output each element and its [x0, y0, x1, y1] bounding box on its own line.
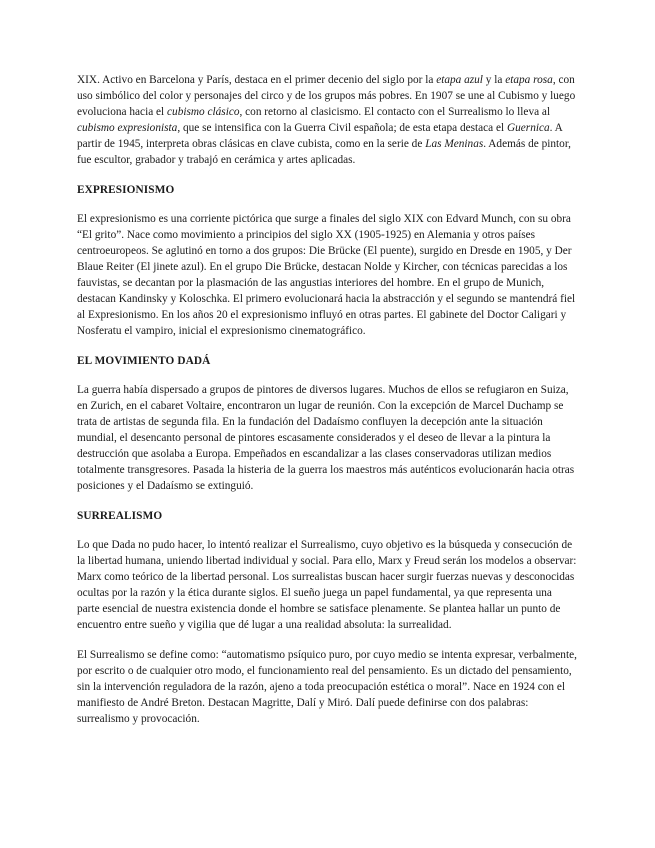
intro-italic-term: etapa rosa: [505, 74, 553, 86]
paragraph-dada: La guerra había dispersado a grupos de pintores de diversos lugares. Muchos de ellos se refugiaron en Suiza, en Zurich, en el cabaret Voltaire, encontraron un lugar de reunión. Con la excepción de Marcel Duchamp se trata de artistas de segunda fila. En la fundación del Dadaísmo confluyen la decepción ante la situación mundial, el desencanto personal de pintores escasamente considerados y el deseo de llevar a la pintura la destrucción que asolaba a Europa. Empeñados en escandalizar a las clases conservadoras utilizan medios totalmente transgresores. Pasada la histeria de la guerra los maestros más auténticos evolucionarán hacia otras posiciones y el Dadaísmo se extinguió.: [77, 384, 575, 492]
intro-italic-term: etapa azul: [436, 74, 483, 86]
document-body: [77, 72, 577, 741]
section-heading-surrealismo: SURREALISMO: [77, 510, 163, 522]
paragraph-expresionismo: El expresionismo es una corriente pictórica que surge a finales del siglo XIX con Edvard Munch, con su obra “El grito”. Nace como movimiento a principios del siglo XX (1905-1925) en Alemania y otros países centroeuropeos. Se aglutinó en torno a dos grupos: Die Brücke (El puente), surgido en Dresde en 1905, y Der Blaue Reiter (El jinete azul). En el grupo Die Brücke, destacan Nolde y Kircher, con técnicas parecidas a los fauvistas, se decantan por la plasmación de las angustias interiores del hombre. En el grupo de Munich, destacan Kandinsky y Koloschka. El primero evolucionará hacia la abstracción y el segundo se mantendrá fiel al Expresionismo. En los años 20 el expresionismo influyó en otras partes. El gabinete del Doctor Caligari y Nosferatu el vampiro, inicial el expresionismo cinematográfico.: [77, 213, 576, 337]
section-heading-dada: EL MOVIMIENTO DADÁ: [77, 355, 211, 367]
intro-italic-term: Guernica: [506, 122, 550, 134]
section-heading-expresionismo: EXPRESIONISMO: [77, 184, 175, 196]
paragraph-surrealismo-1: Lo que Dada no pudo hacer, lo intentó realizar el Surrealismo, cuyo objetivo es la búsqueda y consecución de la libertad humana, uniendo libertad individual y social. Para ello, Marx y Freud serán los modelos a observar: Marx como teórico de la libertad personal. Los surrealistas buscan hacer surgir fuerzas nuevas y desconocidas ocultas por la razón y la ética durante siglos. El sueño juega un papel fundamental, ya que representa una parte esencial de nuestra existencia donde el hombre se satisface plenamente. Se plantea hallar un punto de encuentro entre sueño y vigilia que dé lugar a una realidad absoluta: la surrealidad.: [77, 539, 577, 631]
intro-text: y la: [482, 74, 506, 86]
paragraph-surrealismo-2: El Surrealismo se define como: “automatismo psíquico puro, por cuyo medio se intenta expresar, verbalmente, por escrito o de cualquier otro modo, el funcionamiento real del pensamiento. Es un dictado del pensamiento, sin la intervención reguladora de la razón, ajeno a toda preocupación estética o moral”. Nace en 1924 con el manifiesto de André Breton. Destacan Magritte, Dalí y Miró. Dalí puede definirse con dos palabras: surrealismo y provocación.: [77, 649, 577, 725]
intro-text: . Además de pintor, fue escultor, grabador y trabajó en cerámica y artes aplicadas.: [77, 138, 571, 166]
intro-text: , con uso simbólico del color y personajes del circo y de los grupos más pobres. En 1907 se une al Cubismo y luego evoluciona hacia el: [77, 74, 576, 118]
intro-italic-term: cubismo expresionista: [77, 122, 178, 134]
intro-text: , que se intensifica con la Guerra Civil española; de esta etapa destaca el: [177, 122, 507, 134]
intro-italic-term: cubismo clásico: [167, 106, 240, 118]
intro-text: , con retorno al clasicismo. El contacto con el Surrealismo lo lleva al: [239, 106, 551, 118]
intro-text: . A partir de 1945, interpreta obras clásicas en clave cubista, como en la serie de: [77, 122, 563, 150]
intro-text: XIX. Activo en Barcelona y París, destaca en el primer decenio del siglo por la: [77, 74, 437, 86]
intro-paragraph: [77, 72, 577, 168]
intro-italic-term: Las Meninas: [425, 138, 484, 150]
